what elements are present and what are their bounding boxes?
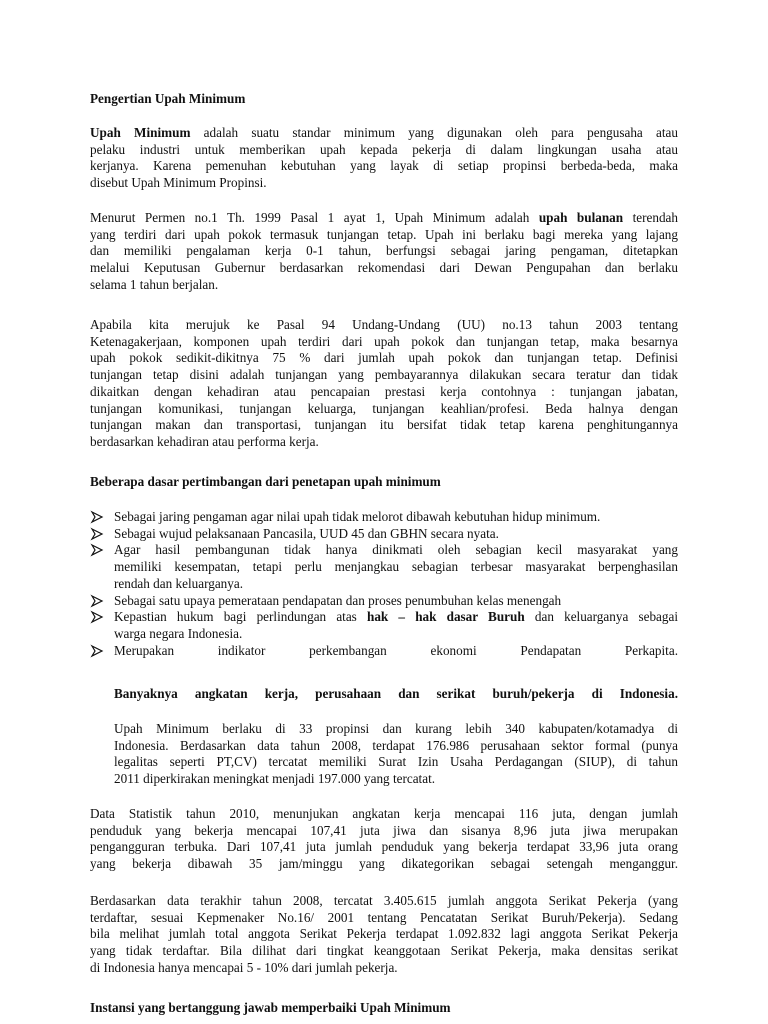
paragraph-pasal-94: Apabila kita merujuk ke Pasal 94 Undang-Undang (UU) no.13 tahun 2003 tentang Ketenagakerjaan, komponen upah terdiri dari upah pokok dan tunjangan tetap, maka besarnya upah pokok sedikit-dikitnya 75 % dari jumlah upah pokok dan tunjangan tetap. Definisi tunjangan tetap disini adalah tunjangan yang pembayarannya dilakukan secara teratur dan tidak dikaitkan dengan kehadiran atau pencapaian prestasi kerja contohnya : tunjangan jabatan, tunjangan komunikasi, tunjangan keluarga, tunjangan keahlian/profesi. Beda halnya dengan tunjangan makan dan transportasi, tunjangan itu bersifat tidak tetap karena penghitungannya berdasarkan kehadiran atau performa kerja. (90, 317, 678, 449)
list-item: Kepastian hukum bagi perlindungan atas hak – hak dasar Buruh dan keluarganya sebagai warga negara Indonesia. (90, 609, 678, 642)
section-heading-angkatan-kerja: Banyaknya angkatan kerja, perusahaan dan serikat buruh/pekerja di Indonesia. (114, 686, 678, 701)
paragraph-data-statistik: Data Statistik tahun 2010, menunjukan angkatan kerja mencapai 116 juta, dengan jumlah penduduk yang bekerja mencapai 107,41 juta jiwa dan sisanya 8,96 juta jiwa merupakan pengangguran terbuka. Dari 107,41 juta jumlah penduduk yang bekerja terdapat 33,96 juta orang yang bekerja dibawah 35 jam/minggu yang dikategorikan sebagai setengah menganggur. (90, 806, 678, 872)
list-item: Sebagai jaring pengaman agar nilai upah tidak melorot dibawah kebutuhan hidup minimum. (90, 509, 678, 526)
arrow-bullet-icon (90, 593, 104, 609)
arrow-bullet-icon (90, 609, 104, 625)
list-item: Sebagai satu upaya pemerataan pendapatan dan proses penumbuhan kelas menengah (90, 593, 678, 610)
paragraph-definisi-upah-minimum: Upah Minimum adalah suatu standar minimum yang digunakan oleh para pengusaha atau pelaku industri untuk memberikan upah kepada pekerja di dalam lingkungan usaha atau kerjanya. Karena pemenuhan kebutuhan yang layak di setiap propinsi berbeda-beda, maka disebut Upah Minimum Propinsi. (90, 125, 678, 191)
arrow-bullet-icon (90, 509, 104, 525)
bullet-list-dasar-pertimbangan (90, 509, 678, 659)
list-item: Merupakan indikator perkembangan ekonomi Pendapatan Perkapita. (90, 643, 678, 660)
list-item: Sebagai wujud pelaksanaan Pancasila, UUD 45 dan GBHN secara nyata. (90, 526, 678, 543)
paragraph-serikat-pekerja: Berdasarkan data terakhir tahun 2008, tercatat 3.405.615 jumlah anggota Serikat Pekerja (yang terdaftar, sesuai Kepmenaker No.16/ 2001 tentang Pencatatan Serikat Buruh/Pekerja). Sedang bila melihat jumlah total anggota Serikat Pekerja terdapat 1.092.832 lagi anggota Serikat Pekerja yang tidak terdaftar. Bila dilihat dari tingkat keanggotaan Serikat Pekerja, maka densitas serikat di Indonesia hanya mencapai 5 - 10% dari jumlah pekerja. (90, 893, 678, 975)
paragraph-propinsi-perusahaan: Upah Minimum berlaku di 33 propinsi dan kurang lebih 340 kabupaten/kotamadya di Indonesia. Berdasarkan data tahun 2008, terdapat 176.986 perusahaan sektor formal (punya legalitas seperti PT,CV) tercatat memiliki Surat Izin Usaha Perdagangan (SIUP), di tahun 2011 diperkirakan meningkat menjadi 197.000 yang tercatat. (114, 721, 678, 787)
arrow-bullet-icon (90, 542, 104, 558)
section-heading-pengertian: Pengertian Upah Minimum (90, 91, 246, 106)
arrow-bullet-icon (90, 526, 104, 542)
arrow-bullet-icon (90, 643, 104, 659)
section-heading-instansi: Instansi yang bertanggung jawab memperbaiki Upah Minimum (90, 1000, 451, 1015)
paragraph-permen: Menurut Permen no.1 Th. 1999 Pasal 1 ayat 1, Upah Minimum adalah upah bulanan terendah yang terdiri dari upah pokok termasuk tunjangan tetap. Upah ini berlaku bagi mereka yang lajang dan memiliki pengalaman kerja 0-1 tahun, berfungsi sebagai jaring pengaman, ditetapkan melalui Keputusan Gubernur berdasarkan rekomendasi dari Dewan Pengupahan dan berlaku selama 1 tahun berjalan. (90, 210, 678, 292)
list-item: Agar hasil pembangunan tidak hanya dinikmati oleh sebagian kecil masyarakat yang memiliki kesempatan, tetapi perlu menjangkau sebagian terbesar masyarakat berpenghasilan rendah dan keluarganya. (90, 542, 678, 592)
section-heading-dasar-pertimbangan: Beberapa dasar pertimbangan dari penetapan upah minimum (90, 474, 441, 489)
